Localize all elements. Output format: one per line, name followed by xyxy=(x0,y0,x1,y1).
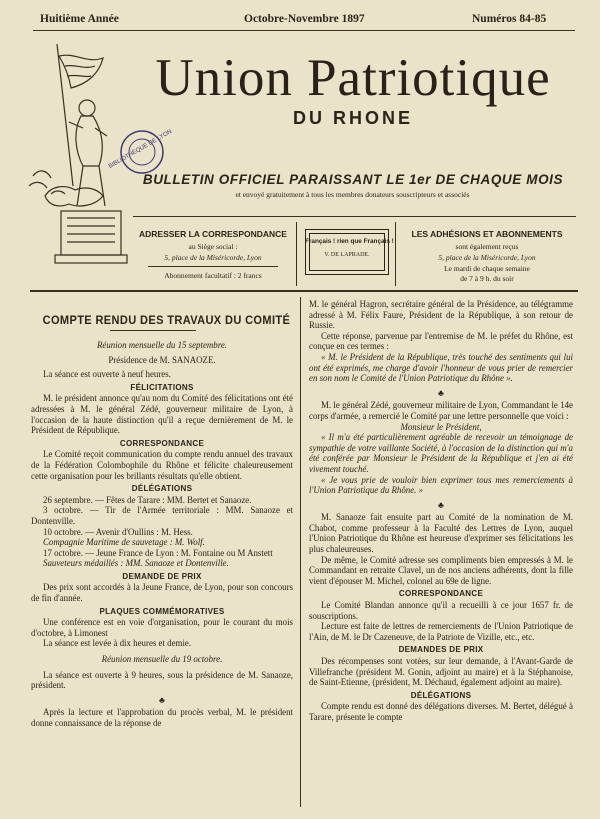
membership-line1: sont également reçus xyxy=(455,242,519,251)
motto-text: Français ! rien que Français ! xyxy=(305,238,394,245)
section-title-underline xyxy=(110,330,196,331)
box-divider-left xyxy=(296,222,297,286)
delegation-6: Sauveteurs médaillés : MM. Sanaoze et Dontenville. xyxy=(43,558,229,569)
section-title: COMPTE RENDU DES TRAVAUX DU COMITÉ xyxy=(42,313,291,327)
header-rule xyxy=(33,30,575,31)
correspondance-text: Le Comité reçoit communication du compte rendu annuel des travaux de la Fédération Colombophile du Rhône et félicite chaleureusement cette organisation pour les brillants résultats qu'elle obtient. xyxy=(31,449,293,481)
heading-delegations-right: DÉLÉGATIONS xyxy=(410,690,472,700)
correspondence-line2: 5, place de la Miséricorde, Lyon xyxy=(164,253,262,262)
subscription-note: Abonnement facultatif : 2 francs xyxy=(164,271,262,280)
remerciements-text: Lecture est faite de lettres de remerciements de l'Union Patriotique de l'Ain, de M. le Dr Cazeneuve, de la Patriote de Vizille, etc., etc. xyxy=(309,621,573,642)
masthead-rule xyxy=(133,216,576,217)
masthead-subtitle: DU RHONE xyxy=(292,108,413,128)
ornament-left: ♣ xyxy=(159,694,165,705)
delegation-5: 17 octobre. — Jeune France de Lyon : M. Fontaine ou M Anstett xyxy=(43,547,273,558)
hagron-text: M. le général Hagron, secrétaire général de la Présidence, au télégramme adressé à M. Félix Faure, Président de la République, à son retour de Russie. xyxy=(309,299,573,331)
meeting-heading-1: Réunion mensuelle du 15 septembre. xyxy=(96,340,228,350)
compte-rendu-text: Compte rendu est donné des délégations diverses. M. Bertet, délégué à Tarare, présente le compte xyxy=(309,701,573,722)
heading-plaques: PLAQUES COMMÉMORATIVES xyxy=(99,606,225,616)
session-open-1: La séance est ouverte à neuf heures. xyxy=(43,369,171,380)
correspondence-rule xyxy=(148,266,278,267)
presidency-line: Présidence de M. SANAOZE. xyxy=(108,354,216,365)
bulletin-line: BULLETIN OFFICIEL PARAISSANT LE 1er DE CHAQUE MOIS xyxy=(142,172,564,187)
issue-numbers: Numéros 84-85 xyxy=(472,13,547,25)
right-column xyxy=(309,299,573,723)
heading-correspondance-right: CORRESPONDANCE xyxy=(398,589,484,599)
delegation-1: 26 septembre. — Fêtes de Tarare : MM. Bertet et Sanaoze. xyxy=(43,494,252,505)
quote-zede-2: « Je vous prie de vouloir bien exprimer tous mes remerciements à l'Union Patriotique du Rhône. » xyxy=(309,474,573,496)
salutation: Monsieur le Président, xyxy=(400,421,482,432)
delegation-2: 3 octobre. — Tir de l'Armée territoriale : MM. Sanaoze et Dontenville. xyxy=(31,505,293,526)
membership-line4: de 7 à 9 h. du soir xyxy=(460,274,514,283)
plaques-text: Une conférence est en voie d'organisation, pour le courant du mois d'octobre, à Limonest xyxy=(31,617,293,638)
zede-text: M. le général Zédé, gouverneur militaire de Lyon, Commandant le 14e corps d'armée, a remercié le Comité par une lettre personnelle que voici : xyxy=(309,400,573,421)
ornament-right-1: ♣ xyxy=(438,387,444,398)
demande-prix-text: Des prix sont accordés à la Jeune France, de Lyon, pour son concours de fin d'année. xyxy=(31,582,293,604)
column-divider xyxy=(300,297,301,807)
session-open-2: La séance est ouverte à 9 heures, sous la présidence de M. Sanaoze, président. xyxy=(31,669,293,691)
ornament-right-2: ♣ xyxy=(438,499,444,510)
clavel-text: De même, le Comité adresse ses compliments bien empressés à M. le Commandant en retraite Clavel, un de nos anciens adhérents, dont la fille vient d'épouser M. Michel, colonel au 69e de ligne. xyxy=(309,554,573,586)
stamp-text: BIBLIOTHÈQUE DE LYON xyxy=(107,128,174,170)
heading-felicitations: FÉLICITATIONS xyxy=(130,382,194,392)
proces-verbal-text: Après la lecture et l'approbation du procès verbal, M. le président donne connaissance de la réponse de xyxy=(31,707,293,728)
correspondence-title: ADRESSER LA CORRESPONDANCE xyxy=(139,229,287,239)
quote-president: « M. le Président de la République, très touché des sentiments qui lui ont été exprimés, me charge d'avoir l'honneur de vous prier de remercier en son nom le Comité de l'Union Patriotique du Rhône ». xyxy=(309,351,573,384)
bulletin-subline: et envoyé gratuitement à tous les membres donateurs souscripteurs et associés xyxy=(235,190,470,199)
blandan-text: Le Comité Blandan annonce qu'il a recueilli à ce jour 1657 fr. de souscriptions. xyxy=(309,600,573,621)
issue-date: Octobre-Novembre 1897 xyxy=(244,13,365,25)
motto-author: V. DE LAPRADE. xyxy=(324,252,370,258)
body-top-rule xyxy=(30,290,578,292)
box-divider-right xyxy=(395,222,396,286)
membership-line2: 5, place de la Miséricorde, Lyon xyxy=(438,253,536,262)
membership-line3: Le mardi de chaque semaine xyxy=(444,264,530,273)
chabot-text: M. Sanaoze fait ensuite part au Comité de la nomination de M. Chabot, comme professeur à la Faculté des Lettres de Lyon, auquel l'Union Patriotique du Rhône est heureuse d'exprimer ses félicitations les plus chaleureuses. xyxy=(309,512,573,555)
left-column xyxy=(31,340,293,729)
quote-zede-1: « Il m'a été particulièrement agréable de recevoir un témoignage de sympathie de votre vaillante Société, à l'occasion de la distinction qui m'a été conférée par Monsieur le Président de la République et j'en ai été vivement touché. xyxy=(309,432,573,474)
felicitations-text: M. le président annonce qu'au nom du Comité des félicitations ont été adressées à M. le général Zédé, gouverneur militaire de Lyon, à l'occasion de la haute distinction qu'il a reçue dernièrement de M. le Président de République. xyxy=(31,393,293,436)
edition-label: Huitième Année xyxy=(40,13,119,25)
heading-demande-prix: DEMANDE DE PRIX xyxy=(122,571,202,581)
delegation-3: 10 octobre. — Avenir d'Oullins : M. Hess. xyxy=(43,526,193,537)
recompenses-text: Des récompenses sont votées, sur leur demande, à l'Avant-Garde de Villefranche (président M. Gonin, adjoint au maire) et à la Stéphanoise, de Saint-Etienne, (président, M. Déchaud, également adjoint au maire). xyxy=(309,656,573,688)
heading-delegations: DÉLÉGATIONS xyxy=(131,484,193,494)
heading-correspondance: CORRESPONDANCE xyxy=(119,438,205,448)
heading-demandes-prix: DEMANDES DE PRIX xyxy=(398,645,484,655)
correspondence-line1: au Siège social : xyxy=(188,242,238,251)
reponse-text: Cette réponse, parvenue par l'entremise de M. le préfet du Rhône, est conçue en ces termes : xyxy=(309,330,573,352)
meeting-heading-2: Réunion mensuelle du 19 octobre. xyxy=(101,654,223,665)
delegation-4: Compagnie Maritime de sauvetage : M. Wolf. xyxy=(43,537,205,548)
masthead-title: Union Patriotique xyxy=(155,49,551,107)
session-close: La séance est levée à dix heures et demie. xyxy=(43,638,192,649)
library-stamp xyxy=(107,128,174,176)
membership-title: LES ADHÉSIONS ET ABONNEMENTS xyxy=(411,229,563,239)
